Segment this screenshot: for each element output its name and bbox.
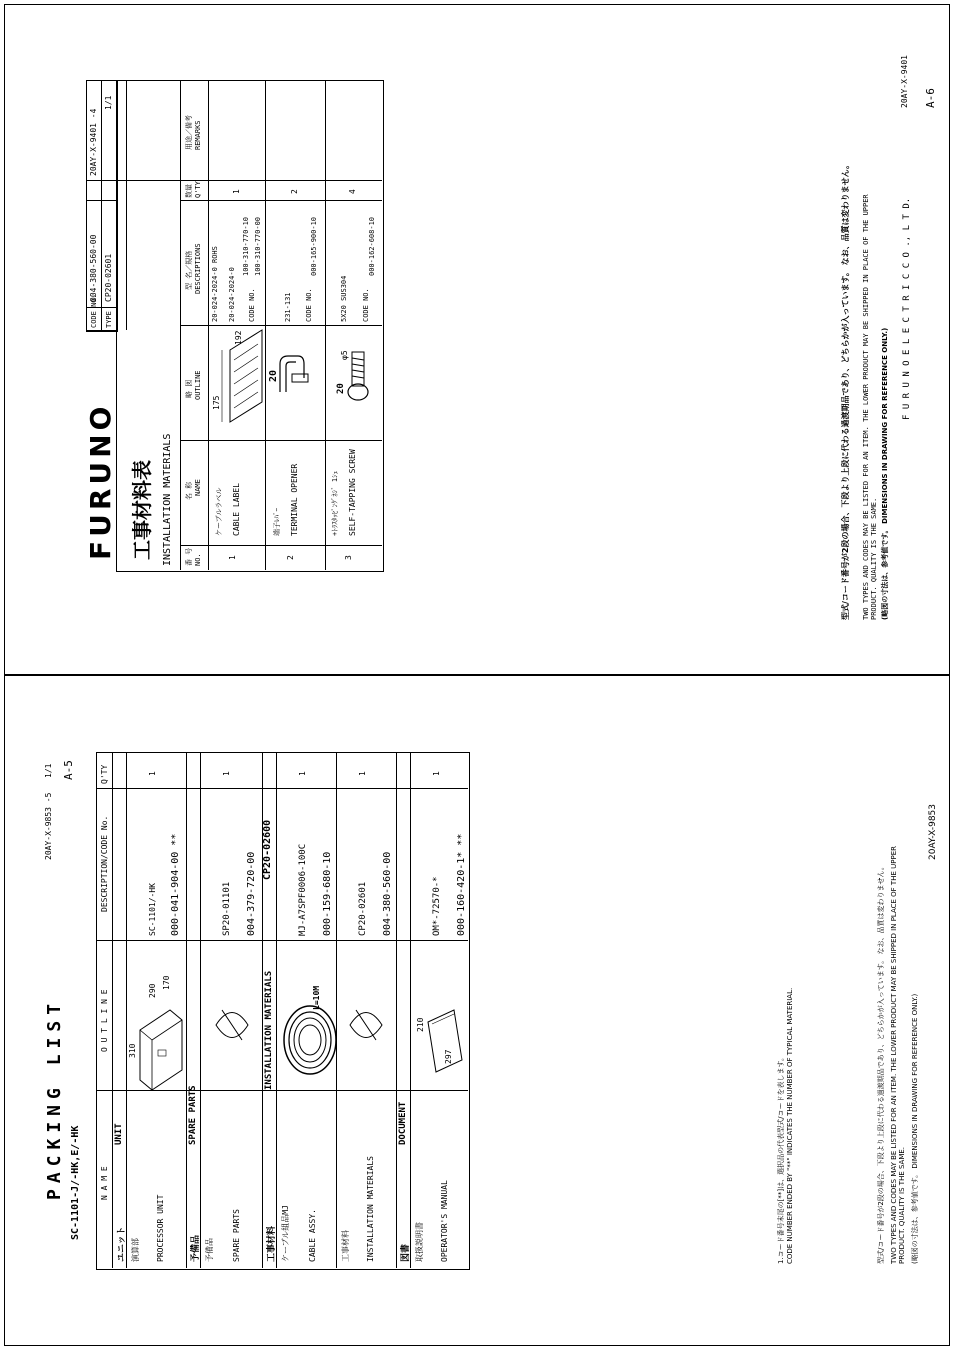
install-note-2: TWO TYPES AND CODES MAY BE LISTED FOR AN ITEM. THE LOWER PRODUCT MAY BE SHIPPED IN PLACE OF THE UPPER — [862, 194, 870, 620]
install-item1-dim1: 175 — [212, 395, 221, 410]
install-hdr-desc: DESCRIPTIONS — [194, 243, 202, 294]
install-footer-no: 20AY-X-9401 — [900, 55, 909, 108]
unit-dim-310: 310 — [128, 1043, 137, 1058]
unit-item-desc: SC-1101/-HK — [148, 883, 157, 936]
install-item1-desc1: 20-024-2024-0 ROHS — [211, 246, 219, 322]
install-hdr-remarks-jp: 用途／備考 — [185, 115, 193, 150]
install-hdr-outline-jp: 略 図 — [185, 379, 193, 398]
spare-item-desc: SP20-01101 — [222, 881, 232, 936]
install-item3-code-label: CODE NO. — [362, 288, 370, 322]
install-type: CP20-02601 — [104, 253, 113, 302]
install-mat-item-desc: CP20-02601 — [358, 881, 368, 936]
manual-dim-210: 210 — [416, 1017, 425, 1032]
section-unit-en: UNIT — [114, 1123, 124, 1145]
install-code-no-label: CODE NO. — [90, 294, 98, 328]
install-hdr-qty-jp: 数量 — [185, 184, 193, 198]
install-item1-desc2: 20-024-2024-0 — [228, 267, 236, 322]
install-hdr-name: NAME — [194, 479, 202, 496]
packing-note-1: 1.コード番号末尾の[**]は、選択品の代表型式/コードを表します。 — [777, 1054, 785, 1264]
cable-dim-length: L=10M — [312, 985, 321, 1010]
install-item1-qty: 1 — [232, 189, 241, 194]
packing-note-6: (略図の寸法は、参考値です。 DIMENSIONS IN DRAWING FOR REFERENCE ONLY.) — [911, 993, 919, 1264]
manual-dim-297: 297 — [444, 1049, 453, 1064]
section-doc-en: DOCUMENT — [398, 1101, 408, 1145]
cable-item-name: CABLE ASSY. — [308, 1209, 317, 1262]
install-note-1: 型式/コード番号が2段の場合、下段より上段に代わる過渡期品であり、どちらかが入っています。 なお、品質は変わりません。 — [841, 160, 850, 620]
install-item3-code1: 000-162-608-10 — [368, 216, 376, 276]
spare-item-jp: 予備品 — [205, 1238, 214, 1262]
unit-item-jp: 演算部 — [131, 1238, 140, 1262]
unit-dim-290: 290 — [148, 983, 157, 998]
install-item2-desc1: 231-131 — [284, 292, 292, 322]
install-item2-code-label: CODE NO. — [305, 288, 313, 322]
manual-item-jp: 取扱説明書 — [415, 1222, 424, 1262]
unit-dim-170: 170 — [162, 975, 171, 990]
install-item1-no: 1 — [228, 555, 237, 560]
install-item1-code1: 100-310-770-10 — [242, 216, 250, 276]
packing-drawing-no: 20AY-X-9853 -5 — [44, 792, 53, 860]
section-doc-jp: 図書 — [401, 1243, 411, 1262]
install-note-3: PRODUCT. QUALITY IS THE SAME. — [870, 497, 878, 620]
unit-item-code: 000-041-904-00 ** — [170, 833, 181, 936]
section-unit-jp: ユニット — [117, 1226, 127, 1262]
section-spare-en: SPARE PARTS — [188, 1085, 198, 1145]
packing-hdr-qty: Q'TY — [100, 764, 109, 784]
packing-title: PACKING LIST — [44, 997, 65, 1200]
install-mat-item-jp: 工事材料 — [341, 1230, 350, 1262]
install-item1-name: CABLE LABEL — [232, 483, 241, 536]
spare-item-code: 004-379-720-00 — [246, 851, 257, 936]
manual-item-code: 000-160-420-1* ** — [456, 833, 467, 936]
install-item3-no: 3 — [344, 555, 353, 560]
install-item3-desc1: 5X20 SUS304 — [340, 275, 348, 322]
packing-note-5: PRODUCT. QUALITY IS THE SAME. — [898, 1146, 906, 1264]
install-code-no: 004-380-560-00 — [89, 234, 98, 302]
packing-hdr-name: N A M E — [100, 1166, 109, 1200]
section-install-jp: 工事材料 — [267, 1225, 277, 1262]
install-table — [116, 80, 384, 572]
install-item2-jp: 端子ﾚﾊﾞｰ — [273, 508, 281, 536]
manual-item-name: OPERATOR'S MANUAL — [440, 1180, 449, 1262]
manual-item-qty: 1 — [432, 771, 441, 776]
section-spare-jp: 予備品 — [191, 1234, 201, 1262]
cable-item-code: 000-159-680-10 — [322, 851, 333, 936]
install-item3-dim1: 20 — [336, 383, 346, 394]
install-title-jp: 工事材料表 — [130, 460, 154, 560]
packing-note-3: 型式/コード番号が2段の場合、下段より上段に代わる過渡期品であり、どちらかが入っています。 なお、品質は変わりません。 — [877, 863, 885, 1264]
furuno-logo: FURUNO — [84, 402, 117, 560]
install-sheet-no: 1/1 — [104, 95, 113, 110]
install-item1-code2: 100-310-770-00 — [254, 216, 262, 276]
install-item2-code1: 000-165-900-10 — [310, 216, 318, 276]
install-item3-qty: 4 — [348, 189, 357, 194]
install-item2-dim: 20 — [268, 369, 279, 382]
packing-model: SC-1101-J/-HK,E/-HK — [70, 1125, 81, 1240]
install-hdr-outline: OUTLINE — [194, 370, 202, 400]
packing-hdr-outline: O U T L I N E — [100, 989, 109, 1052]
packing-note-4: TWO TYPES AND CODES MAY BE LISTED FOR AN ITEM. THE LOWER PRODUCT MAY BE SHIPPED IN PLACE OF THE UPPER — [890, 846, 898, 1264]
cable-item-desc: MJ-A7SPF0006-100C — [298, 843, 308, 936]
install-page-id: A-6 — [924, 88, 937, 108]
install-item1-code-label: CODE NO. — [248, 288, 256, 322]
section-install-en: INSTALLATION MATERIALS — [264, 970, 274, 1090]
manual-item-desc: OM*-72570-* — [432, 876, 442, 936]
install-item1-jp: ケーブルラベル — [215, 487, 223, 536]
cable-label-outline-icon — [212, 330, 272, 450]
install-item2-qty: 2 — [290, 189, 299, 194]
install-hdr-no-jp: 番 号 — [185, 547, 193, 566]
install-item1-dim2: 192 — [234, 330, 243, 345]
packing-note-2: CODE NUMBER ENDED BY "**" INDICATES THE NUMBER OF TYPICAL MATERIAL. — [786, 987, 794, 1264]
install-mat-item-code: 004-380-560-00 — [382, 851, 393, 936]
install-type-label: TYPE — [105, 311, 113, 328]
unit-item-name: PROCESSOR UNIT — [156, 1194, 165, 1262]
manual-outline-icon — [418, 1010, 468, 1080]
packing-footer-no: 20AY-X-9853 — [928, 803, 938, 860]
install-hdr-name-jp: 名 称 — [185, 481, 193, 500]
packing-sheet-no: 1/1 — [44, 763, 53, 778]
spare-bag-icon — [212, 1000, 252, 1050]
install-title-en: INSTALLATION MATERIALS — [162, 433, 173, 566]
install-hdr-remarks: REMARKS — [194, 120, 202, 150]
section-install-code: CP20-02600 — [262, 819, 273, 880]
install-item3-jp: +ﾄﾗｽﾀｯﾋﾟﾝｸﾞﾈｼﾞ 1ｼｭ — [331, 470, 339, 536]
install-item2-name: TERMINAL OPENER — [290, 463, 299, 536]
cable-coil-icon — [280, 1000, 340, 1080]
packing-hdr-description: DESCRIPTION/CODE No. — [100, 815, 109, 912]
install-item3-name: SELF-TAPPING SCREW — [348, 449, 357, 536]
install-hdr-qty: Q'TY — [194, 181, 202, 198]
install-drawing-no: 20AY-X-9401 -4 — [89, 108, 98, 176]
spare-item-name: SPARE PARTS — [232, 1209, 241, 1262]
install-company: F U R U N O E L E C T R I C C O ., L T D. — [902, 197, 912, 420]
spare-item-qty: 1 — [222, 771, 231, 776]
unit-item-qty: 1 — [148, 771, 157, 776]
install-bag-icon — [346, 1000, 386, 1050]
install-note-4: (略図の寸法は、参考値です。 DIMENSIONS IN DRAWING FOR REFERENCE ONLY.) — [881, 327, 889, 620]
install-hdr-desc-jp: 型 名／規格 — [185, 250, 193, 290]
install-hdr-no: NO. — [194, 553, 202, 566]
screw-outline-icon — [330, 346, 380, 406]
cable-item-qty: 1 — [298, 771, 307, 776]
install-item2-no: 2 — [286, 555, 295, 560]
packing-page-id: A-5 — [62, 760, 75, 780]
install-mat-item-qty: 1 — [358, 771, 367, 776]
cable-item-jp: ケーブル組品MJ — [281, 1205, 290, 1262]
processor-unit-outline-icon — [130, 1010, 190, 1090]
install-mat-item-name: INSTALLATION MATERIALS — [366, 1156, 375, 1262]
install-item3-dim2: φ5 — [340, 350, 349, 360]
